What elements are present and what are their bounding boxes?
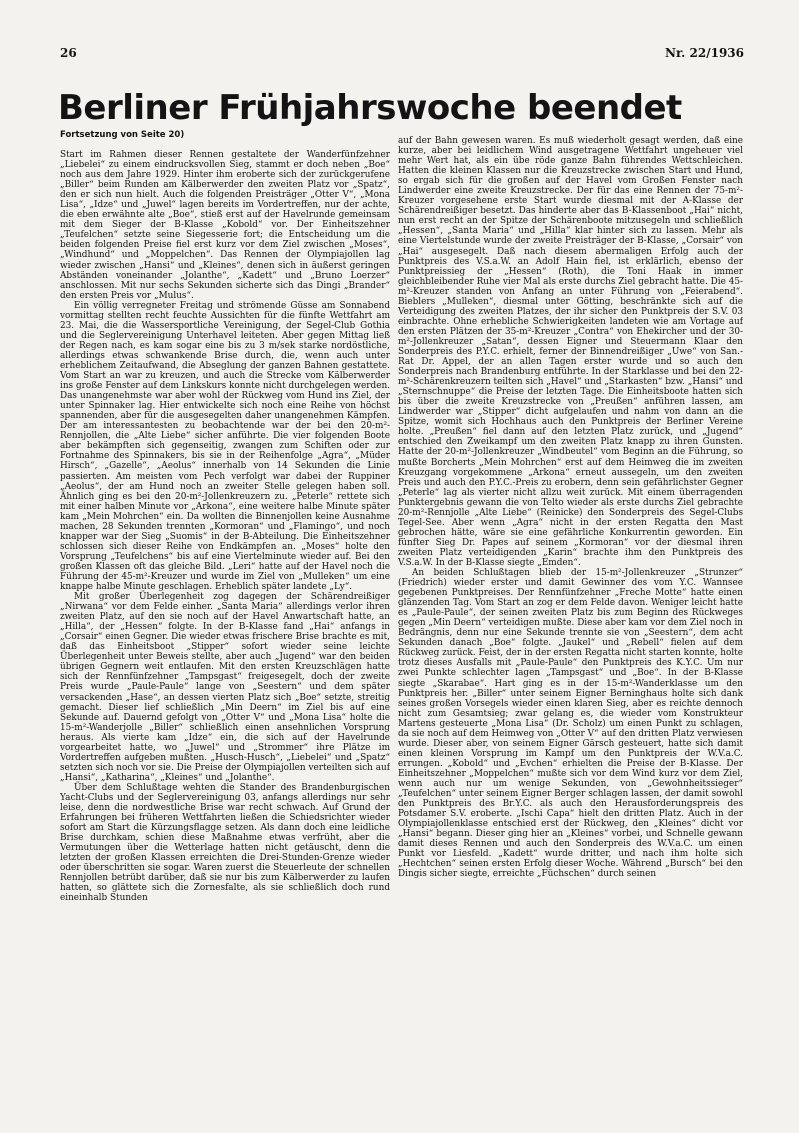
paragraph: auf der Bahn gewesen waren. Es muß wiederholt gesagt werden, daß eine kurze, aber bei leidlichem Wind ausgetragene Wettfahrt ungeheuer viel mehr Wert hat, als ein übe röde ganze Bahn führendes Wettschleichen. Hatten die kleinen Klassen nur die Kreuzstrecke zwischen Start und Hund, so ergab sich für die großen auf der Havel vom Großen Fenster nach Lindwerder eine zweite Kreuzstrecke. Der für das eine Rennen der 75-m²-Kreuzer vorgesehene erste Start wurde diesmal mit der A-Klasse der Schärendreißiger besetzt. Das hinderte aber das B-Klassenboot „Hai“ nicht, nun erst recht an der Spitze der Schärenboote mitzusegeln und schließlich „Hessen“, „Santa Maria“ und „Hilla“ klar hinter sich zu lassen. Mehr als eine Viertelstunde wurde der zweite Preisträger der B-Klasse, „Corsair“ von „Hai“ ausgesegelt. Daß nach diesem abermaligen Erfolg auch der Punktpreis des V.S.a.W. an Adolf Hain fiel, ist erklärlich, ebenso der Punktpreissieg der „Hessen“ (Roth), die Toni Haak in immer gleichbleibender Ruhe vier Mal als erste durchs Ziel gebracht hatte. Die 45-m²-Kreuzer standen von Anfang an unter Führung von „Feierabend“. Bieblers „Mulleken“, diesmal unter Götting, beschränkte sich auf die Verteidigung des zweiten Platzes, der ihr sicher den Punktpreis der S.V. 03 einbrachte. Ohne erhebliche Schwierigkeiten landeten wie am Vortage auf den ersten Plätzen der 35-m²-Kreuzer „Contra“ von Ehekircher und der 30-m²-Jollenkreuzer „Satan“, dessen Eigner und Steuermann Klaar den Sonderpreis des P.Y.C. erhielt, ferner der Binnendreißiger „Uwe“ von San.-Rat Dr. Appel, der an allen Tagen erster wurde und so auch den Sonderpreis nach Brandenburg entführte. In der Starklasse und bei den 22-m²-Schärenkreuzern teilten sich „Havel“ und „Starkasten“ bzw. „Hansi“ und „Sternschnuppe“ die Preise der letzten Tage. Die Einheitsboote hatten sich bis über die zweite Kreuzstrecke von „Preußen“ anführen lassen, am Lindwerder war „Stipper“ dicht aufgelaufen und nahm von dann an die Spitze, womit sich Hochhaus auch den Punktpreis der Berliner Vereine holte. „Preußen“ fiel dann auf den letzten Platz zurück, und „Jugend“ entschied den Zweikampf um den zweiten Platz knapp zu ihren Gunsten. Hatte der 20-m²-Jollenkreuzer „Windbeutel“ vom Beginn an die Führung, so mußte Borcherts „Mein Mohrchen“ erst auf dem Heimweg die im zweiten Kreuzgang vorgekommene „Arkona“ erneut aussegeln, um den zweiten Preis und auch den P.Y.C.-Preis zu erobern, denn sein gefährlichster Gegner „Peterle“ lag als vierter nicht allzu weit zurück. Mit einem überragenden Punktergebnis gewann die von Telto wieder als erste durchs Ziel gebrachte 20-m²-Rennjolle „Alte Liebe“ (Reinicke) den Sonderpreis des Segel-Clubs Tegel-See. Aber wenn „Agra“ nicht in der ersten Regatta den Mast gebrochen hätte, wäre sie eine gefährliche Konkurrentin geworden. Ein fünfter Sieg Dr. Papes auf seinem „Kormoran“ vor der diesmal ihren zweiten Platz verteidigenden „Karin“ brachte ihm den Punktpreis des V.S.a.W. In der B-Klasse siegte „Emden“. — [398, 136, 743, 568]
article-headline: Berliner Frühjahrswoche beendet — [58, 88, 682, 128]
paragraph: Ein völlig verregneter Freitag und strömende Güsse am Sonnabend vormittag stellten recht feuchte Aussichten für die fünfte Wettfahrt am 23. Mai, die die Wassersportliche Vereinigung, der Segel-Club Gothia und die Seglervereinigung Unterhavel leiteten. Aber gegen Mittag ließ der Regen nach, es kam sogar eine bis zu 3 m/sek starke nordöstliche, allerdings etwas schwankende Brise durch, die, wenn auch unter erheblichem Zeitaufwand, die Abseglung der ganzen Bahnen gestattete. Vom Start an war zu kreuzen, und auch die Strecke vom Kälberwerder ins große Fenster auf dem Linkskurs konnte nicht durchgelegen werden. Das unangenehmste war aber wohl der Rückweg vom Hund ins Ziel, der unter Spinnaker lag. Hier entwickelte sich noch eine Reihe von höchst spannenden, aber für die ausgesegelten daher unangenehmen Kämpfen. Der am interessantesten zu beobachtende war der bei den 20-m²-Rennjollen, die „Alte Liebe“ sicher anführte. Die vier folgenden Boote aber bekämpften sich gegenseitig, zwangen zum Schiften oder zur Fortnahme des Spinnakers, bis sie in der Reihenfolge „Agra“, „Müder Hirsch“, „Gazelle“, „Aeolus“ innerhalb von 14 Sekunden die Linie passierten. Am meisten vom Pech verfolgt war dabei der Ruppiner „Aeolus“, der am Hund noch an zweiter Stelle gelegen haben soll. Ähnlich ging es bei den 20-m²-Jollenkreuzern zu. „Peterle“ rettete sich mit einer halben Minute vor „Arkona“, eine weitere halbe Minute später kam „Mein Mohrchen“ ein. Da wollten die Binnenjollen keine Ausnahme machen, 28 Sekunden trennten „Kormoran“ und „Flamingo“, und noch knapper war der Sieg „Suomis“ in der B-Abteilung. Die Einheitszehner schlossen sich dieser Reihe von Endkämpfen an. „Moses“ holte den Vorsprung „Teufelchens“ bis auf eine Viertelminute wieder auf. Bei den großen Klassen oft das gleiche Bild. „Leri“ hatte auf der Havel noch die Führung der 45-m²-Kreuzer und wurde im Ziel von „Mulleken“ um eine knappe halbe Minute geschlagen. Erheblich später landete „Ly“. — [60, 300, 390, 593]
paragraph: An beiden Schlußtagen blieb der 15-m²-Jollenkreuzer „Strunzer“ (Friedrich) wieder erster und damit Gewinner des vom Y.C. Wannsee gegebenen Punktpreises. Der Rennfünfzehner „Freche Motte“ hatte einen glänzenden Tag. Vom Start an zog er dem Felde davon. Weniger leicht hatte es „Paule-Paule“, der seinen zweiten Platz bis zum Beginn des Rückweges gegen „Min Deern“ verteidigen mußte. Diese aber kam vor dem Ziel noch in Bedrängnis, denn nur eine Sekunde trennte sie von „Seestern“, dem acht Sekunden danach „Boe“ folgte. „Jaukel“ und „Rebell“ fielen auf dem Rückweg zurück. Feist, der in der ersten Regatta nicht starten konnte, holte trotz dieses Ausfalls mit „Paule-Paule“ den Punktpreis des K.Y.C. Um nur zwei Punkte schlechter lagen „Tampsgast“ und „Boe“. In der B-Klasse siegte „Skarabae“. Hart ging es in der 15-m²-Wanderklasse um den Punktpreis her. „Biller“ unter seinem Eigner Berninghaus holte sich dank seines großen Vorsegels wieder einen klaren Sieg, aber es reichte dennoch nicht zum Gesamtsieg; zwar gelang es, die wieder vom Konstrukteur Martens gesteuerte „Mona Lisa“ (Dr. Scholz) um einen Punkt zu schlagen, da sie noch auf dem Heimweg von „Otter V“ auf den dritten Platz verwiesen wurde. Dieser aber, von seinem Eigner Gärsch gesteuert, hatte sich damit einen kleinen Vorsprung im Kampf um den Punktpreis der W.V.a.C. errungen. „Kobold“ und „Evchen“ erhielten die Preise der B-Klasse. Der Einheitszehner „Moppelchen“ mußte sich vor dem Wind kurz vor dem Ziel, wenn auch nur um wenige Sekunden, von „Gewohnheitssieger“ „Teufelchen“ unter seinem Eigner Berger schlagen lassen, der damit sowohl den Punktpreis des Br.Y.C. als auch den Herausforderungspreis des Potsdamer S.V. eroberte. „Ischi Capa“ hielt den dritten Platz. Auch in der Olympiajollenklasse entschied erst der Rückweg, den „Kleines“ dicht vor „Hansi“ begann. Dieser ging hier an „Kleines“ vorbei, und Schnelle gewann damit dieses Rennen und auch den Sonderpreis des W.V.a.C. um einen Punkt vor Liesfeld. „Kadett“ wurde dritter, und nach ihm holte sich „Hechtchen“ seinen ersten Erfolg dieser Woche. Während „Bursch“ bei den Dingis sicher siegte, erreichte „Füchschen“ durch seinen — [398, 568, 743, 880]
continuation-note: Fortsetzung von Seite 20) — [60, 130, 185, 140]
paragraph: Über dem Schlußtage wehten die Stander des Brandenburgischen Yacht-Clubs und der Seglervereinigung 03, anfangs allerdings nur sehr leise, denn die nordwestliche Brise war recht schwach. Auf Grund der Erfahrungen bei früheren Wettfahrten ließen die Schiedsrichter wieder sofort am Start die Kürzungsflagge setzen. Als dann doch eine leidliche Brise durchkam, schien diese Maßnahme etwas verfrüht, aber die Vermutungen über die Wetterlage hatten nicht getäuscht, denn die letzten der großen Klassen erreichten die Drei-Stunden-Grenze wieder oder überschritten sie sogar. Waren zuerst die Steuerleute der schnellen Rennjollen betrübt darüber, daß sie nur bis zum Kälberwerder zu laufen hatten, so glättete sich die Zornesfalte, als sie schließlich doch rund eineinhalb Stunden — [60, 782, 390, 904]
paragraph: Start im Rahmen dieser Rennen gestaltete der Wanderfünfzehner „Liebelei“ zu einem eindrucksvollen Sieg, stammt er doch neben „Boe“ noch aus dem Jahre 1929. Hinter ihm eroberte sich der zurückgerufene „Biller“ beim Runden am Kälberwerder den zweiten Platz vor „Spatz“, den er sich nun hielt. Auch die folgenden Preisträger „Otter V“, „Mona Lisa“, „Idze“ und „Juwel“ lagen bereits im Vordertreffen, nur der achte, die eben erwähnte alte „Boe“, stieß erst auf der Havelrunde gemeinsam mit dem Sieger der B-Klasse „Kobold“ vor. Der Einheitszehner „Teufelchen“ setzte seine Siegesserie fort; die Entscheidung um die beiden folgenden Preise fiel erst kurz vor dem Ziel zwischen „Moses“, „Windhund“ und „Moppelchen“. Das Rennen der Olympiajollen lag wieder zwischen „Hansi“ und „Kleines“, denen sich in äußerst geringen Abständen voneinander „Jolanthe“, „Kadett“ und „Bruno Loerzer“ anschlossen. Mit nur sechs Sekunden sicherte sich das Dingi „Brander“ den ersten Preis vor „Mulus“. — [60, 150, 390, 301]
paragraph: Mit großer Überlegenheit zog dagegen der Schärendreißiger „Nirwana“ vor dem Felde einher. „Santa Maria“ allerdings verlor ihren zweiten Platz, auf den sie noch auf der Havel Anwartschaft hatte, an „Hilla“, der „Hessen“ folgte. In der B-Klasse fand „Hai“ anfangs in „Corsair“ einen Gegner. Die wieder etwas frischere Brise brachte es mit, daß das Einheitsboot „Stipper“ sofort wieder seine leichte Überlegenheit unter Beweis stellte, aber auch „Jugend“ war den beiden übrigen Gegnern weit entlaufen. Mit den ersten Kreuzschlägen hatte sich der Rennfünfzehner „Tampsgast“ freigesegelt, doch der zweite Preis wurde „Paule-Paule“ lange von „Seestern“ und dem später versackenden „Hase“, an dessen vierten Platz sich „Boe“ setzte, streitig gemacht. Dieser lief schließlich „Min Deern“ im Ziel bis auf eine Sekunde auf. Dauernd gefolgt von „Otter V“ und „Mona Lisa“ holte die 15-m²-Wanderjolle „Biller“ schließlich einen ansehnlichen Vorsprung heraus. Als vierte kam „Idze“ ein, die sich auf der Havelrunde vorgearbeitet hatte, wo „Juwel“ und „Strommer“ ihre Plätze im Vordertreffen aufgeben mußten. „Husch-Husch“, „Liebelei“ und „Spatz“ setzten sich noch vor sie. Die Preise der Olympiajollen verteilten sich auf „Hansi“, „Katharina“, „Kleines“ und „Jolanthe“. — [60, 592, 390, 783]
article-column-right — [398, 136, 743, 1093]
page-number: 26 — [60, 46, 77, 60]
article-column-left — [60, 150, 390, 1093]
issue-number: Nr. 22/1936 — [664, 46, 744, 60]
